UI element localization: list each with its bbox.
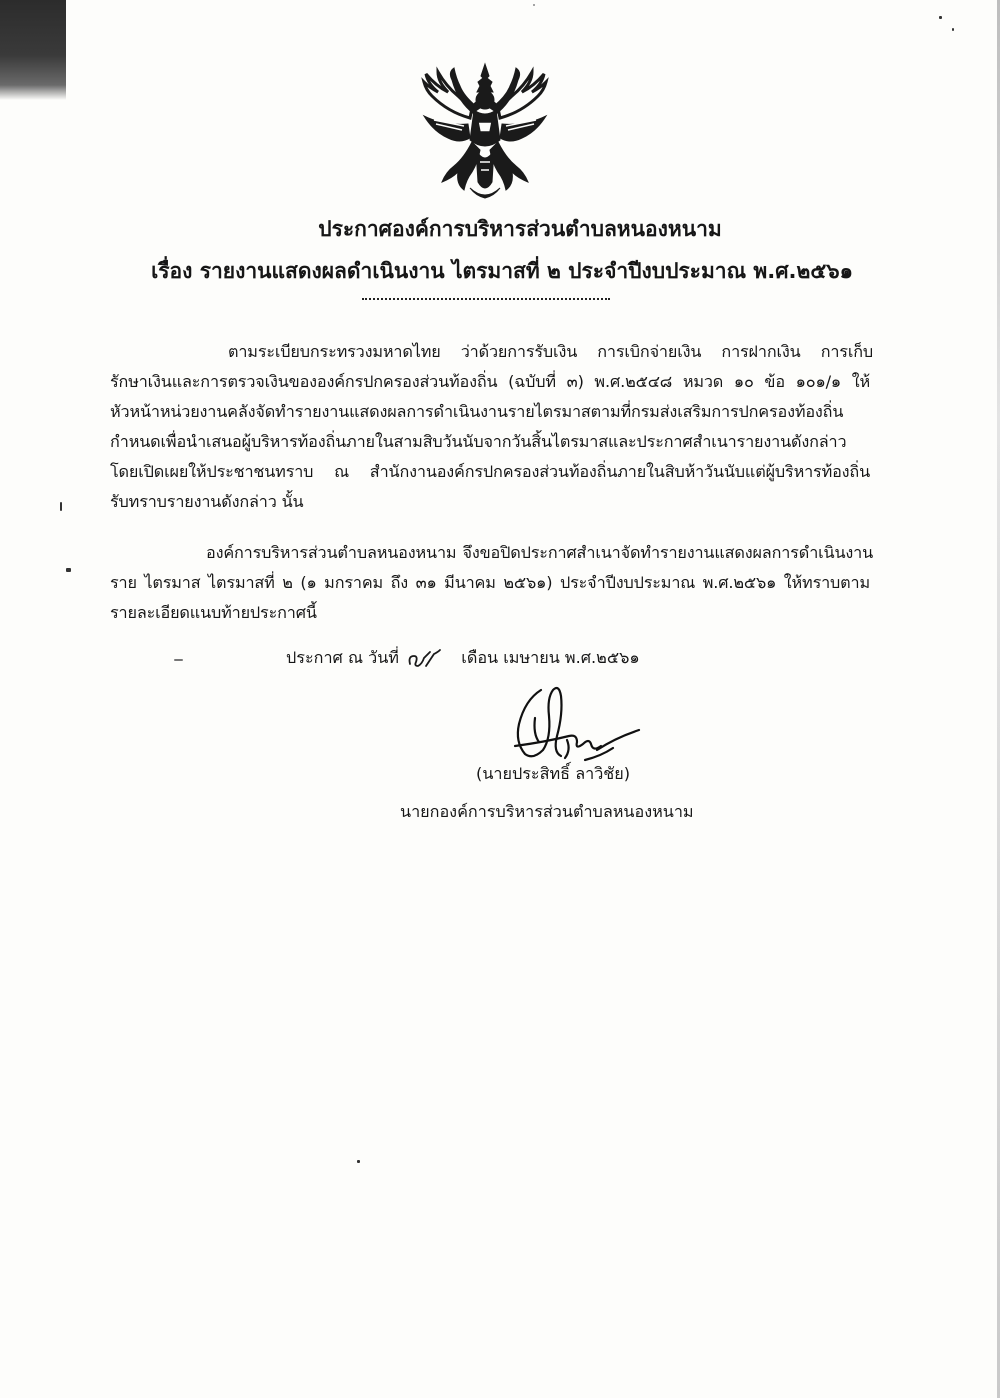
paragraph-2-line: องค์การบริหารส่วนตำบลหนองหนาม จึงขอปิดประกาศสำเนาจัดทำรายงานแสดงผลการดำเนินงาน — [206, 543, 873, 562]
paragraph-1-line: รักษาเงินและการตรวจเงินขององค์กรปกครองส่วนท้องถิ่น (ฉบับที่ ๓) พ.ศ.๒๕๔๘ หมวด ๑๐ ข้อ ๑๐๑/๑ ให้ — [110, 372, 870, 391]
garuda-emblem-icon — [414, 62, 556, 204]
announcement-title: ประกาศองค์การบริหารส่วนตำบลหนองหนาม — [318, 217, 722, 241]
announcement-date — [286, 646, 640, 670]
paragraph-1-line: โดยเปิดเผยให้ประชาชนทราบ ณ สำนักงานองค์กรปกครองส่วนท้องถิ่นภายในสิบห้าวันนับแต่ผู้บริหารท้องถิ่น — [110, 462, 870, 481]
signer-name: (นายประสิทธิ์ ลาวิชัย) — [476, 764, 631, 783]
scan-speck — [939, 16, 942, 19]
scan-speck — [533, 4, 535, 6]
scan-speck — [357, 1160, 360, 1163]
scan-speck — [174, 659, 183, 661]
paragraph-2-line: ราย ไตรมาส ไตรมาสที่ ๒ (๑ มกราคม ถึง ๓๑ มีนาคม ๒๕๖๑) ประจำปีงบประมาณ พ.ศ.๒๕๖๑ ให้ทราบตาม — [110, 573, 870, 592]
paragraph-1-line: กำหนดเพื่อนำเสนอผู้บริหารท้องถิ่นภายในสามสิบวันนับจากวันสิ้นไตรมาสและประกาศสำเนารายงานดังกล่าว — [110, 432, 847, 451]
scan-speck — [952, 28, 954, 31]
paragraph-1-line: หัวหน้าหน่วยงานคลังจัดทำรายงานแสดงผลการดำเนินงานรายไตรมาสตามที่กรมส่งเสริมการปกครองท้องถิ่น — [110, 402, 844, 421]
scan-speck — [66, 568, 71, 572]
paragraph-2-line: รายละเอียดแนบท้ายประกาศนี้ — [110, 603, 317, 622]
date-suffix: เดือน เมษายน พ.ศ.๒๕๖๑ — [461, 648, 640, 667]
dotted-divider — [362, 298, 610, 300]
signer-position: นายกองค์การบริหารส่วนตำบลหนองหนาม — [400, 802, 694, 821]
date-prefix: ประกาศ ณ วันที่ — [286, 648, 399, 667]
announcement-subject: เรื่อง รายงานแสดงผลดำเนินงาน ไตรมาสที่ ๒ ประจำปีงบประมาณ พ.ศ.๒๕๖๑ — [151, 259, 853, 283]
paragraph-1-line: รับทราบรายงานดังกล่าว นั้น — [110, 492, 304, 511]
scan-shadow — [0, 0, 66, 100]
scan-speck — [60, 502, 62, 511]
handwritten-day-icon — [404, 648, 456, 670]
paragraph-1-line: ตามระเบียบกระทรวงมหาดไทย ว่าด้วยการรับเงิน การเบิกจ่ายเงิน การฝากเงิน การเก็บ — [228, 342, 873, 361]
